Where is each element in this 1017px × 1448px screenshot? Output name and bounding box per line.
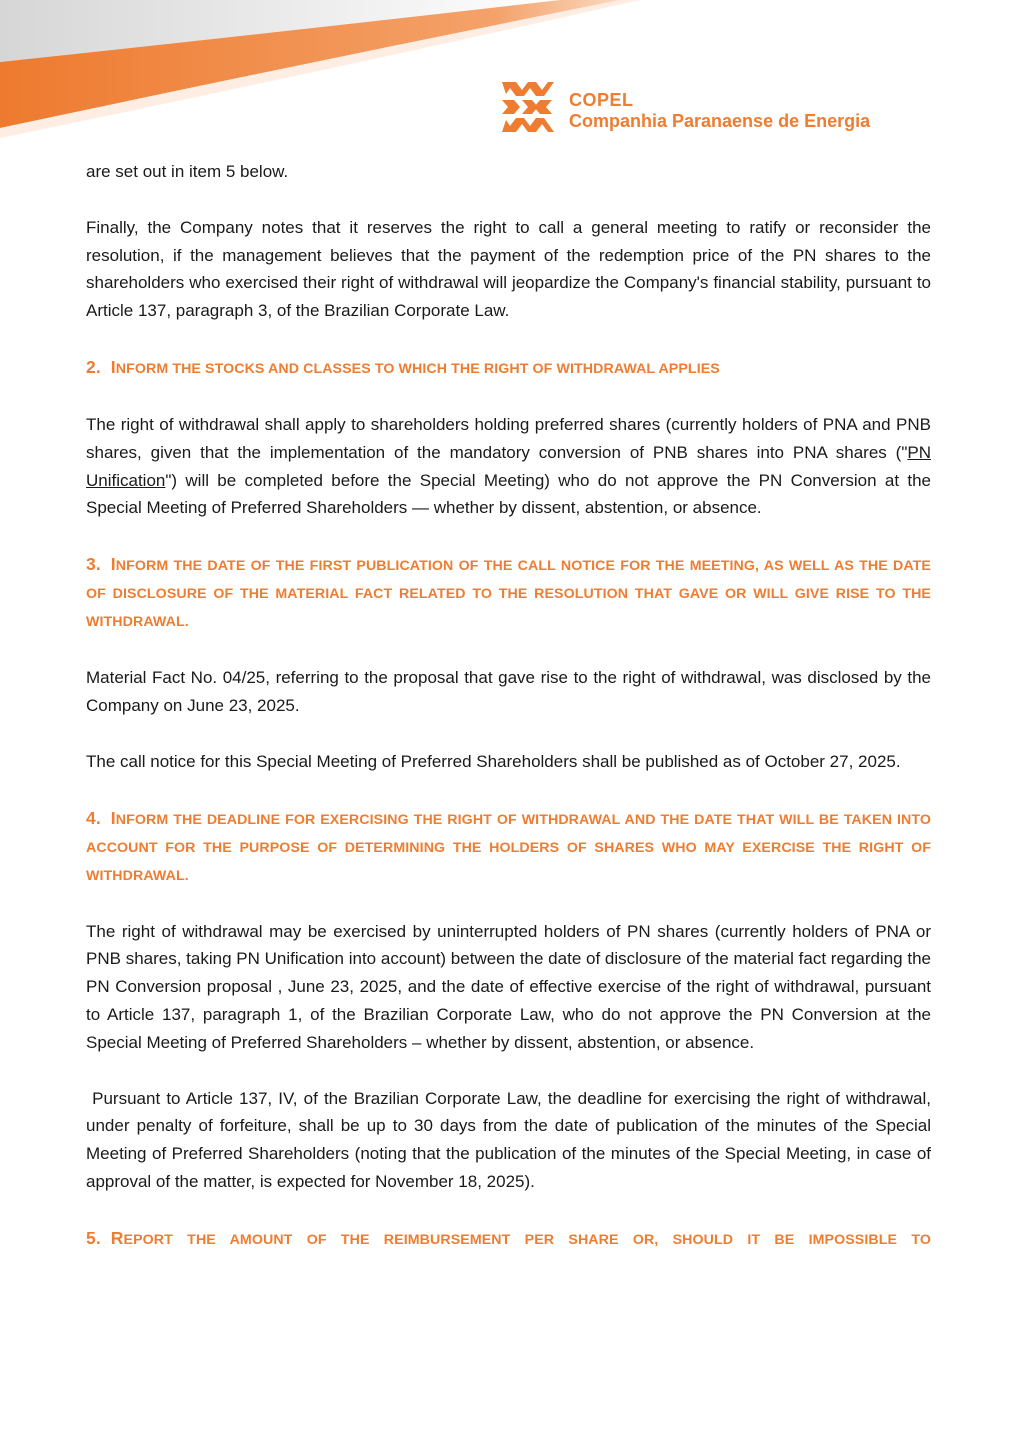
section-2-initial: I (110, 356, 116, 377)
section-2-text-before: The right of withdrawal shall apply to shareholders holding preferred shares (currently holders of PNA and PNB shares, given that the implementation of the mandatory conversion of PNB shares into PNA shares (" (86, 414, 931, 462)
section-3-paragraph-1: Material Fact No. 04/25, referring to the proposal that gave rise to the right of withdrawal, was disclosed by the Company on June 23, 2025. (86, 668, 931, 715)
section-2-title: NFORM THE STOCKS AND CLASSES TO WHICH THE RIGHT OF WITHDRAWAL APPLIES (115, 360, 720, 377)
section-3-title: NFORM THE DATE OF THE FIRST PUBLICATION OF THE CALL NOTICE FOR THE MEETING, AS WELL AS THE DATE OF DISCLOSURE OF THE MATERIAL FACT RELATED TO THE RESOLUTION THAT GAVE OR WILL GIVE RISE TO THE WITHDRAWAL. (86, 558, 931, 631)
section-4-paragraph-2: Pursuant to Article 137, IV, of the Brazilian Corporate Law, the deadline for exercising the right of withdrawal, under penalty of forfeiture, shall be up to 30 days from the date of publication of the minutes of the Special Meeting of Preferred Shareholders (noting that the publication of the minutes of the Special Meeting, in case of approval of the matter, is expected for November 18, 2025). (86, 1088, 936, 1191)
paragraph-finally: Finally, the Company notes that it reserves the right to call a general meeting to ratify or reconsider the resolution, if the management believes that the payment of the redemption price of the PN shares to the shareholders who exercised their right of withdrawal will jeopardize the Company's financial stability, pursuant to Article 137, paragraph 3, of the Brazilian Corporate Law. (86, 217, 931, 321)
section-3-number: 3. (86, 554, 101, 575)
document-body (86, 158, 936, 1254)
logo-company-name: COPEL (569, 90, 634, 110)
copel-logo-icon (500, 80, 554, 134)
section-3-heading (86, 550, 931, 636)
section-4-number: 4. (86, 807, 101, 828)
paragraph-continuation: are set out in item 5 below. (86, 162, 289, 181)
section-2-paragraph (86, 411, 931, 522)
defined-term-pn-unification: PN Unification (86, 442, 931, 490)
logo-text (569, 90, 870, 132)
company-logo (500, 80, 940, 136)
section-2-text-after: ") will be completed before the Special Meeting) who do not approve the PN Conversion at the Special Meeting of Preferred Shareholders — whether by dissent, abstention, or absence. (86, 470, 931, 518)
section-5-number: 5. (86, 1227, 101, 1248)
logo-company-fullname: Companhia Paranaense de Energia (569, 111, 871, 131)
section-3-paragraph-2: The call notice for this Special Meeting of Preferred Shareholders shall be published as of October 27, 2025. (86, 751, 901, 771)
section-5-heading (86, 1224, 931, 1254)
section-4-initial: I (110, 807, 116, 828)
section-3-initial: I (110, 554, 116, 575)
section-5-title: EPORT THE AMOUNT OF THE REIMBURSEMENT PER SHARE OR, SHOULD IT BE IMPOSSIBLE TO (123, 1231, 931, 1248)
section-4-paragraph-1: The right of withdrawal may be exercised by uninterrupted holders of PN shares (currently holders of PNA or PNB shares, taking PN Unification into account) between the date of disclosure of the material fact regarding the PN Conversion proposal , June 23, 2025, and the date of effective exercise of the right of withdrawal, pursuant to Article 137, paragraph 1, of the Brazilian Corporate Law, who do not approve the PN Conversion at the Special Meeting of Preferred Shareholders – whether by dissent, abstention, or absence. (86, 921, 931, 1052)
section-2-number: 2. (86, 356, 101, 377)
section-2-heading (86, 353, 931, 383)
section-4-title: NFORM THE DEADLINE FOR EXERCISING THE RIGHT OF WITHDRAWAL AND THE DATE THAT WILL BE TAKEN INTO ACCOUNT FOR THE PURPOSE OF DETERMINING THE HOLDERS OF SHARES WHO MAY EXERCISE THE RIGHT OF WITHDRAWAL. (86, 811, 931, 884)
section-4-heading (86, 804, 931, 890)
section-5-initial: R (110, 1227, 124, 1248)
